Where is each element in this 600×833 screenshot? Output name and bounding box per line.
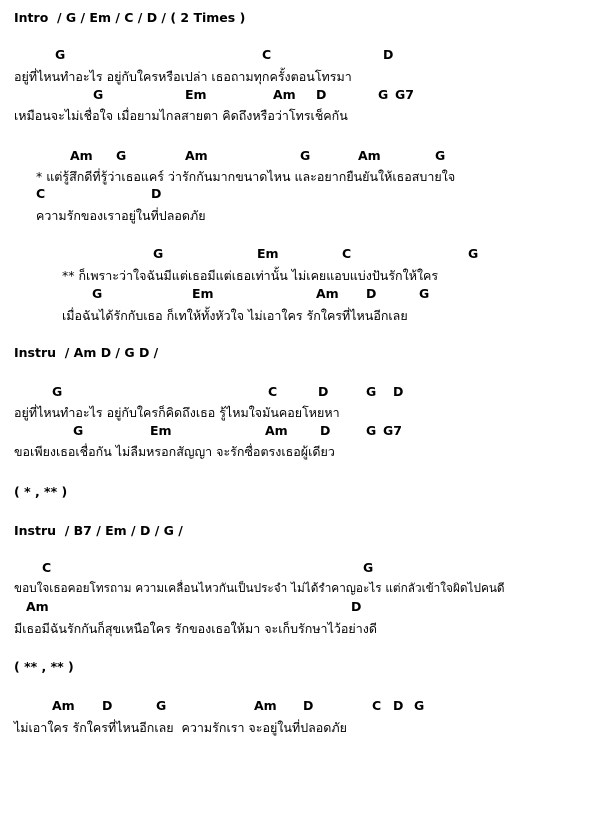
lyric-line: ความรักของเราอยู่ในที่ปลอดภัย — [36, 208, 206, 223]
chord: D — [102, 698, 113, 713]
chord: Am — [273, 87, 296, 102]
chord: G — [366, 384, 377, 399]
chord: G — [414, 698, 425, 713]
chord: D — [366, 286, 377, 301]
intro-header: Intro / G / Em / C / D / ( 2 Times ) — [14, 10, 246, 25]
chord: G — [366, 423, 377, 438]
lyric-line: ขอบใจเธอคอยโทรถาม ความเคลื่อนไหวกันเป็นประจำ ไม่ได้รำคาญอะไร แต่กลัวเข้าใจผิดไปคนดี — [14, 581, 505, 595]
instru-header: Instru / Am D / G D / — [14, 345, 159, 360]
chord: C — [262, 47, 272, 62]
chord: D — [151, 186, 162, 201]
chord: D — [393, 384, 404, 399]
chord: G — [92, 286, 103, 301]
chord: Am — [185, 148, 208, 163]
chord: G — [153, 246, 164, 261]
chord: G — [435, 148, 446, 163]
chord: G — [116, 148, 127, 163]
chord: C — [268, 384, 278, 399]
chord: C — [36, 186, 46, 201]
chord: C — [372, 698, 382, 713]
chord: G — [378, 87, 389, 102]
chord: Am — [26, 599, 49, 614]
chord: G7 — [383, 423, 402, 438]
repeat-marker: ( ** , ** ) — [14, 659, 74, 674]
repeat-marker: ( * , ** ) — [14, 484, 68, 499]
chord-row — [0, 423, 600, 528]
lyric-line: ** ก็เพราะว่าใจฉันมีแต่เธอมีแต่เธอเท่านั้น ไม่เคยแอบแบ่งปันรักให้ใคร — [62, 268, 439, 283]
chord: C — [342, 246, 352, 261]
chord: D — [320, 423, 331, 438]
lyric-line: เหมือนจะไม่เชื่อใจ เมื่อยามไกลสายตา คิดถึงหรือว่าโทรเช็คกัน — [14, 108, 348, 123]
chord: Am — [358, 148, 381, 163]
chord-row — [0, 286, 600, 376]
lyric-line: อยู่ที่ไหนทำอะไร อยู่กับใครก็คิดถึงเธอ รู้ไหมใจมันคอยโหยหา — [14, 405, 340, 420]
chord: Am — [70, 148, 93, 163]
chord: G — [73, 423, 84, 438]
chord: Am — [254, 698, 277, 713]
lyric-line: * แต่รู้สึกดีที่รู้ว่าเธอแคร์ ว่ารักกันมากขนาดไหน และอยากยืนยันให้เธอสบายใจ — [36, 169, 456, 184]
lyric-line: ขอเพียงเธอเชื่อกัน ไม่ลืมหรอกสัญญา จะรักซื่อตรงเธอผู้เดียว — [14, 444, 335, 459]
lyric-line: เมื่อฉันได้รักกับเธอ ก็เทให้ทั้งหัวใจ ไม่เอาใคร รักใครที่ไหนอีกเลย — [62, 308, 408, 323]
lyric-line: มีเธอมีฉันรักกันก็สุขเหนือใคร รักของเธอให้มา จะเก็บรักษาไว้อย่างดี — [14, 621, 377, 636]
chord: D — [316, 87, 327, 102]
chord: G — [52, 384, 63, 399]
chord: Am — [52, 698, 75, 713]
chord: Am — [316, 286, 339, 301]
chord: G — [300, 148, 311, 163]
chord: D — [383, 47, 394, 62]
chord: G — [55, 47, 66, 62]
chord: G — [419, 286, 430, 301]
chord: Em — [150, 423, 172, 438]
chord: Am — [265, 423, 288, 438]
chord: D — [351, 599, 362, 614]
chord: Em — [185, 87, 207, 102]
chord: Em — [257, 246, 279, 261]
chord: G — [156, 698, 167, 713]
chord: G7 — [395, 87, 414, 102]
instru-header: Instru / B7 / Em / D / G / — [14, 523, 183, 538]
chord: Em — [192, 286, 214, 301]
chord: G — [93, 87, 104, 102]
chord: D — [303, 698, 314, 713]
chord: G — [468, 246, 479, 261]
lyric-line: ไม่เอาใคร รักใครที่ไหนอีกเลย ความรักเรา จะอยู่ในที่ปลอดภัย — [14, 720, 347, 735]
chord: D — [393, 698, 404, 713]
chord: G — [363, 560, 374, 575]
chord: D — [318, 384, 329, 399]
lyric-line: อยู่ที่ไหนทำอะไร อยู่กับใครหรือเปล่า เธอถามทุกครั้งตอนโทรมา — [14, 69, 352, 84]
chord: C — [42, 560, 52, 575]
